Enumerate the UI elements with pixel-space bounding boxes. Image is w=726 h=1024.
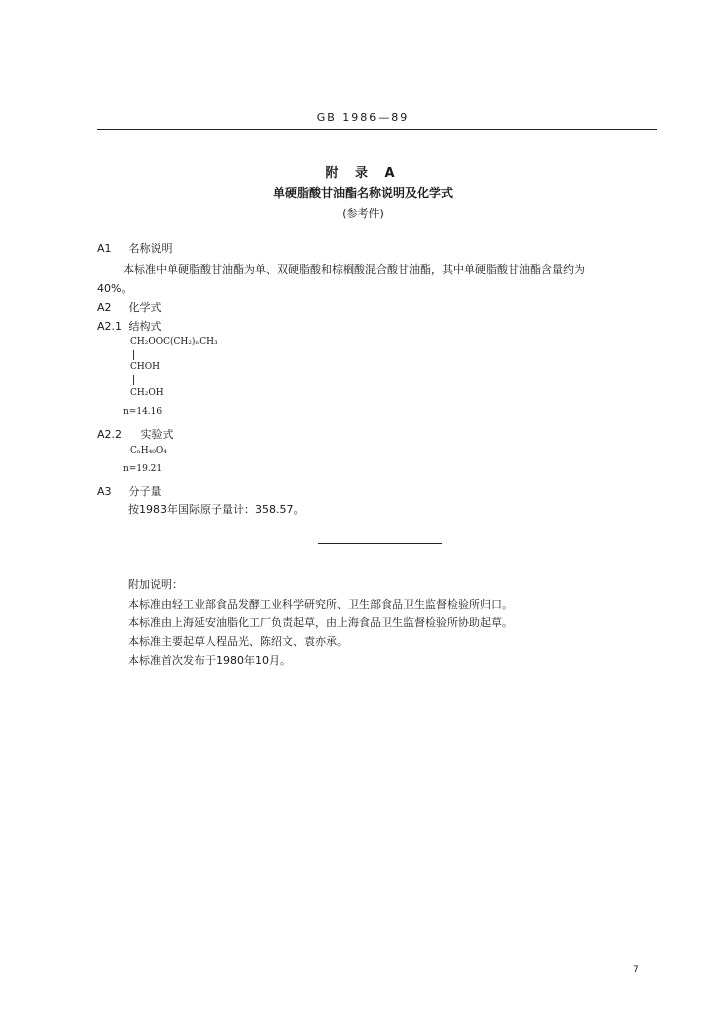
section-a3-text: 按1983年国际原子量计：358.57。 xyxy=(128,503,305,516)
section-a3-heading xyxy=(97,483,162,499)
page-number: 7 xyxy=(633,965,639,975)
section-number: A2 xyxy=(97,301,112,314)
empirical-formula: CₙH₄₀O₄ xyxy=(130,446,167,456)
section-a2-heading xyxy=(97,299,162,315)
section-title: 化学式 xyxy=(128,301,162,314)
notes-line: 本标准由上海延安油脂化工厂负责起草，由上海食品卫生监督检验所协助起草。 xyxy=(128,616,513,629)
notes-line: 本标准由轻工业部食品发酵工业科学研究所、卫生部食品卫生监督检验所归口。 xyxy=(128,598,513,611)
section-number: A2.1 xyxy=(97,320,123,333)
section-a1-text-line1: 本标准中单硬脂酸甘油酯为单、双硬脂酸和棕榈酸混合酸甘油酯，其中单硬脂酸甘油酯含量约为 xyxy=(123,263,585,276)
section-a1-heading xyxy=(97,240,173,256)
bond-line xyxy=(133,375,134,385)
section-number: A2.2 xyxy=(97,428,123,441)
section-number: A1 xyxy=(97,242,112,255)
appendix-note: (参考件) xyxy=(342,207,384,220)
notes-line: 本标准主要起草人程品光、陈绍文、袁亦承。 xyxy=(128,635,348,648)
n-value: n=19.21 xyxy=(123,464,163,474)
section-a1-text-line2: 40%。 xyxy=(97,282,133,295)
formula-line-3: CH₂OH xyxy=(130,388,164,398)
standard-code: GB 1986—89 xyxy=(316,111,410,124)
notes-line: 本标准首次发布于1980年10月。 xyxy=(128,654,291,667)
section-title: 名称说明 xyxy=(128,242,173,255)
formula-line-1: CH₂OOC(CH₂)ₙCH₃ xyxy=(130,337,218,347)
appendix-subtitle: 单硬脂酸甘油酯名称说明及化学式 xyxy=(272,186,453,200)
n-value: n=14.16 xyxy=(123,407,163,417)
header-rule xyxy=(97,129,657,130)
section-title: 结构式 xyxy=(128,320,162,333)
notes-heading: 附加说明： xyxy=(128,578,183,591)
divider-rule xyxy=(318,543,442,544)
bond-line xyxy=(133,350,134,360)
section-a22-heading xyxy=(97,426,174,442)
section-a21-heading xyxy=(97,318,162,334)
formula-line-2: CHOH xyxy=(130,362,160,372)
appendix-title: 附 录 A xyxy=(325,166,401,181)
section-number: A3 xyxy=(97,485,112,498)
section-title: 分子量 xyxy=(128,485,162,498)
section-title: 实验式 xyxy=(140,428,174,441)
